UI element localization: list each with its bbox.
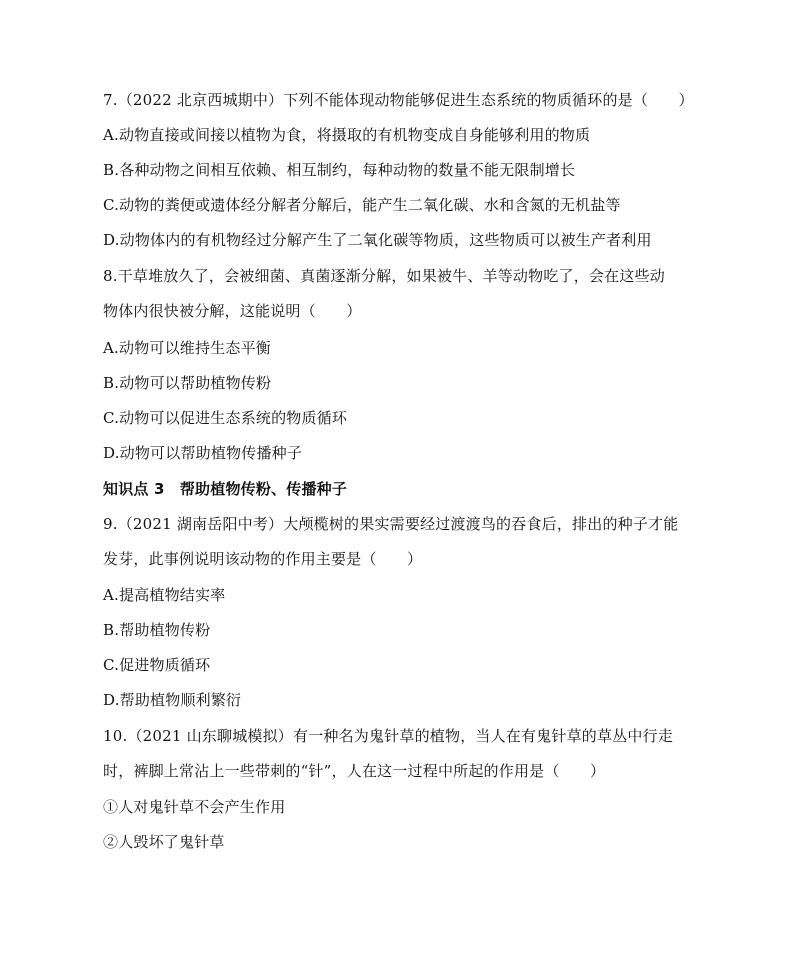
question-8-stem-line-1: 8.干草堆放久了，会被细菌、真菌逐渐分解，如果被牛、羊等动物吃了，会在这些动 xyxy=(103,267,665,285)
question-7-option-b: B.各种动物之间相互依赖、相互制约，每种动物的数量不能无限制增长 xyxy=(103,161,576,179)
question-8-option-a: A.动物可以维持生态平衡 xyxy=(103,339,272,357)
question-9-option-a: A.提高植物结实率 xyxy=(103,586,226,604)
question-8-option-c: C.动物可以促进生态系统的物质循环 xyxy=(103,409,348,427)
question-7-option-c: C.动物的粪便或遗体经分解者分解后，能产生二氧化碳、水和含氮的无机盐等 xyxy=(103,196,621,214)
question-9-stem-line-1: 9.（2021 湖南岳阳中考）大颅榄树的果实需要经过渡渡鸟的吞食后，排出的种子才能 xyxy=(103,515,679,533)
question-9-stem-line-2: 发芽，此事例说明该动物的作用主要是（ ） xyxy=(103,550,423,568)
question-7-option-a: A.动物直接或间接以植物为食，将摄取的有机物变成自身能够利用的物质 xyxy=(103,126,591,144)
question-10-stem-line-1: 10.（2021 山东聊城模拟）有一种名为鬼针草的植物，当人在有鬼针草的草丛中行走 xyxy=(103,727,674,745)
question-9-option-b: B.帮助植物传粉 xyxy=(103,621,211,639)
question-7-stem: 7.（2022 北京西城期中）下列不能体现动物能够促进生态系统的物质循环的是（ ） xyxy=(103,91,694,109)
question-10-option-1: ①人对鬼针草不会产生作用 xyxy=(103,798,286,816)
question-7-option-d: D.动物体内的有机物经过分解产生了二氧化碳等物质，这些物质可以被生产者利用 xyxy=(103,231,652,249)
question-8-option-b: B.动物可以帮助植物传粉 xyxy=(103,374,272,392)
question-9-option-c: C.促进物质循环 xyxy=(103,656,211,674)
question-10-option-2: ②人毁坏了鬼针草 xyxy=(103,833,225,851)
question-10-stem-line-2: 时，裤脚上常沾上一些带刺的“针”，人在这一过程中所起的作用是（ ） xyxy=(103,762,606,780)
question-8-option-d: D.动物可以帮助植物传播种子 xyxy=(103,444,303,462)
section-heading: 知识点 3 帮助植物传粉、传播种子 xyxy=(103,480,348,498)
question-9-option-d: D.帮助植物顺利繁衍 xyxy=(103,691,242,709)
question-8-stem-line-2: 物体内很快被分解，这能说明（ ） xyxy=(103,302,362,320)
